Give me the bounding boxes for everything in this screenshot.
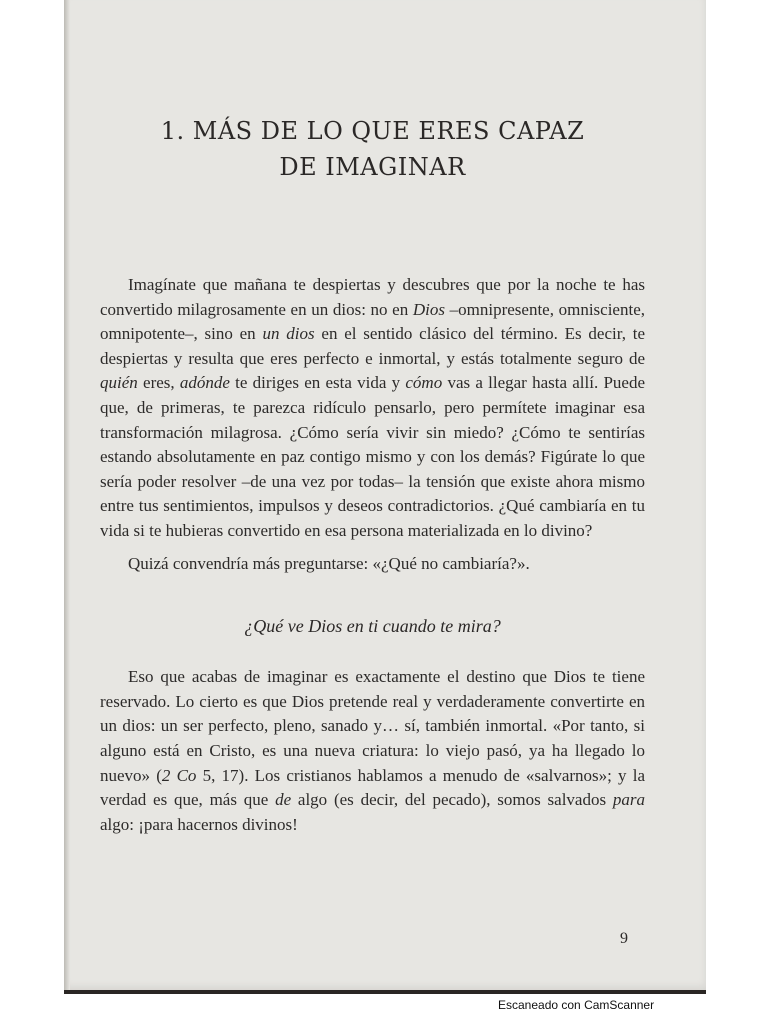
p1-text-f: vas a llegar hasta allí. Puede que, de primeras, te parezca ridículo pensarlo, pero permítete imaginar esa transformación milagrosa. ¿Cómo sería vivir sin miedo? ¿Cómo te sentirías estando absolutamente en paz contigo mismo y con los demás? Figúrate lo que sería poder resolver –de una vez por todas– la tensión que existe ahora mismo entre tus sentimientos, impulsos y deseos contradictorios. ¿Qué cambiaría en tu vida si te hubieras convertido en esa persona materializada en lo divino? xyxy=(100,373,645,540)
p1-italic-3: quién xyxy=(100,373,138,393)
p3-text-a: Eso que acabas de imaginar es exactamente el destino que Dios te tiene reservado. Lo cierto es que Dios pretende real y verdaderamente convertirte en un dios: un ser perfecto, pleno, sanado y… sí, también inmortal. «Por tanto, si alguno está en Cristo, es una nueva criatura: lo viejo pasó, ya ha llegado lo nuevo» ( xyxy=(100,667,645,785)
p3-italic-1: 2 Co xyxy=(161,765,197,785)
paragraph-1 xyxy=(100,273,645,544)
p3-italic-3: para xyxy=(612,790,645,810)
chapter-title xyxy=(100,113,645,185)
chapter-title-line1: 1. MÁS DE LO QUE ERES CAPAZ xyxy=(160,117,585,145)
section-2 xyxy=(100,665,645,837)
p1-text-c: en el sentido clásico del término. Es decir, te despiertas y resulta que eres perfecto e inmortal, y estás totalmente seguro de xyxy=(100,324,646,368)
p3-text-d: algo: ¡para hacernos divinos! xyxy=(100,814,298,834)
chapter-body xyxy=(100,273,645,837)
scan-bottom-edge xyxy=(64,990,706,994)
p1-text-d: eres, xyxy=(137,373,180,393)
chapter-title-line2: DE IMAGINAR xyxy=(279,153,466,181)
p3-text-b: 5, 17). Los cristianos hablamos a menudo de «salvarnos»; y la verdad es que, más que xyxy=(100,765,645,810)
scanner-watermark: Escaneado con CamScanner xyxy=(498,998,655,1012)
p1-italic-4: adónde xyxy=(179,373,230,393)
p1-text-e: te diriges en esta vida y xyxy=(229,373,406,393)
p1-italic-1: Dios xyxy=(412,299,445,319)
p1-italic-5: cómo xyxy=(405,373,443,393)
page-spine-shadow xyxy=(64,0,70,993)
p1-italic-2: un dios xyxy=(262,324,315,344)
paragraph-3 xyxy=(100,665,645,837)
p1-text-b: –omnipresente, omnisciente, omnipotente–, sino en xyxy=(100,299,645,344)
section-subheading: ¿Qué ve Dios en ti cuando te mira? xyxy=(244,616,501,637)
paragraph-2: Quizá convendría más preguntarse: «¿Qué no cambiaría?». xyxy=(128,553,530,573)
page-number: 9 xyxy=(620,930,628,947)
p1-text-a: Imagínate que mañana te despiertas y descubres que por la noche te has convertido milagrosamente en un dios: no en xyxy=(100,275,645,319)
book-page xyxy=(100,105,645,837)
p3-italic-2: de xyxy=(275,790,292,810)
p3-text-c: algo (es decir, del pecado), somos salvados xyxy=(291,790,613,810)
